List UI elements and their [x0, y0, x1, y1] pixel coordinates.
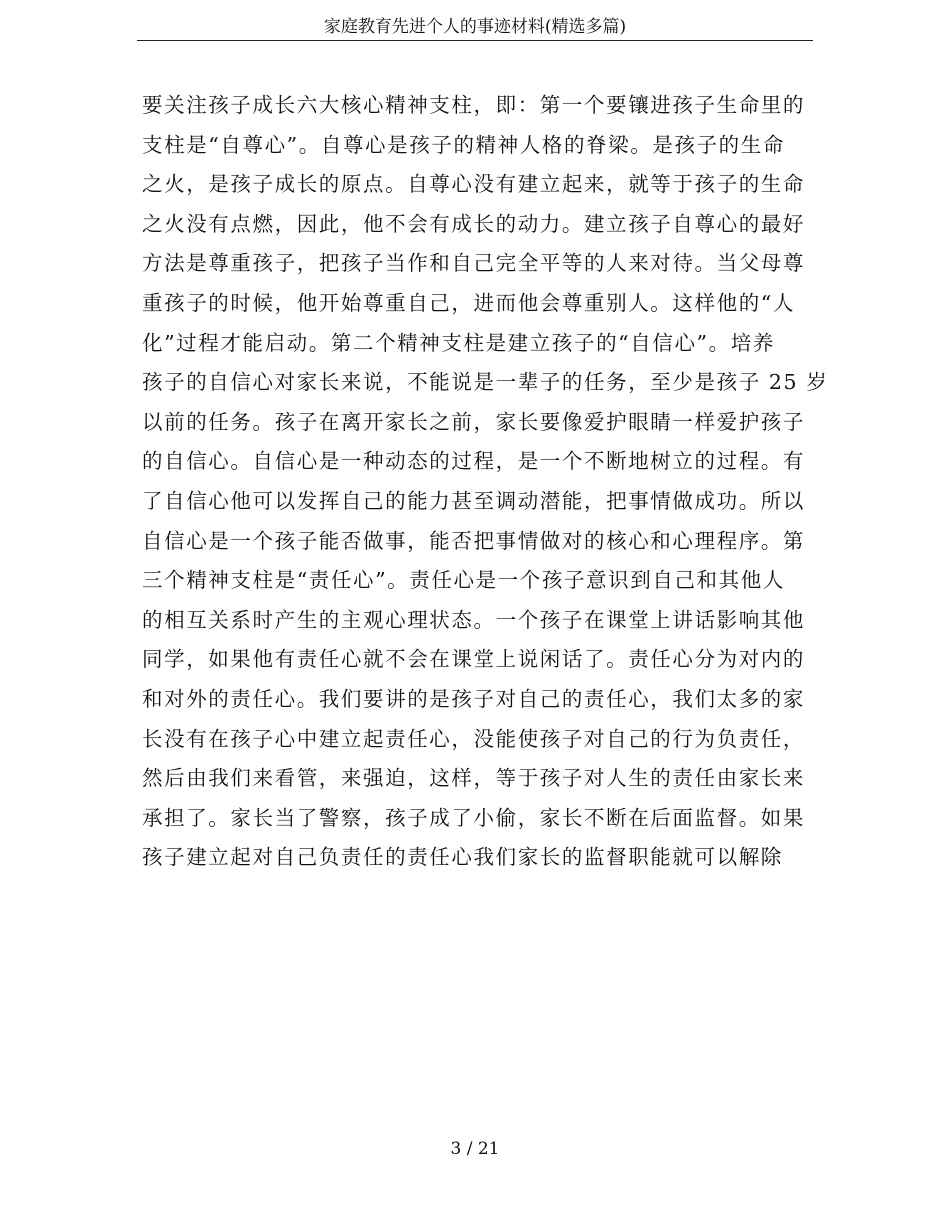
page-number: 3 / 21 [450, 1139, 500, 1159]
body-line: 以前的任务。孩子在离开家长之前，家长要像爱护眼睛一样爱护孩子 [142, 409, 805, 434]
body-line: 之火没有点燃，因此，他不会有成长的动力。建立孩子自尊心的最好 [142, 211, 805, 236]
body-line: 方法是尊重孩子，把孩子当作和自己完全平等的人来对待。当父母尊 [142, 251, 805, 276]
body-line: 了自信心他可以发挥自己的能力甚至调动潜能，把事情做成功。所以 [142, 488, 805, 513]
body-line: 孩子建立起对自己负责任的责任心我们家长的监督职能就可以解除 [142, 845, 783, 870]
body-line: 支柱是“自尊心”。自尊心是孩子的精神人格的脊梁。是孩子的生命 [142, 132, 785, 157]
body-line: 重孩子的时候，他开始尊重自己，进而他会尊重别人。这样他的“人 [142, 290, 795, 315]
body-line: 要关注孩子成长六大核心精神支柱，即：第一个要镶进孩子生命里的 [142, 93, 805, 117]
body-line: 和对外的责任心。我们要讲的是孩子对自己的责任心，我们太多的家 [142, 686, 805, 711]
body-line: 自信心是一个孩子能否做事，能否把事情做对的核心和心理程序。第 [142, 528, 805, 553]
document-title: 家庭教育先进个人的事迹材料(精选多篇) [323, 17, 627, 37]
body-line: 同学，如果他有责任心就不会在课堂上说闲话了。责任心分为对内的 [142, 647, 805, 672]
body-text [142, 86, 829, 878]
body-line: 之火，是孩子成长的原点。自尊心没有建立起来，就等于孩子的生命 [142, 172, 805, 197]
body-line: 化”过程才能启动。第二个精神支柱是建立孩子的“自信心”。培养 [142, 330, 775, 355]
body-line: 的相互关系时产生的主观心理状态。一个孩子在课堂上讲话影响其他 [142, 607, 805, 632]
body-line: 长没有在孩子心中建立起责任心，没能使孩子对自己的行为负责任， [142, 726, 805, 751]
page-footer [0, 1138, 950, 1160]
body-line: 然后由我们来看管，来强迫，这样，等于孩子对人生的责任由家长来 [142, 766, 805, 791]
page-header [137, 14, 813, 41]
body-line: 的自信心。自信心是一种动态的过程，是一个不断地树立的过程。有 [142, 449, 805, 474]
body-line: 孩子的自信心对家长来说，不能说是一辈子的任务，至少是孩子 25 岁 [142, 370, 829, 395]
body-line: 承担了。家长当了警察，孩子成了小偷，家长不断在后面监督。如果 [142, 805, 805, 830]
body-line: 三个精神支柱是“责任心”。责任心是一个孩子意识到自己和其他人 [142, 568, 785, 593]
